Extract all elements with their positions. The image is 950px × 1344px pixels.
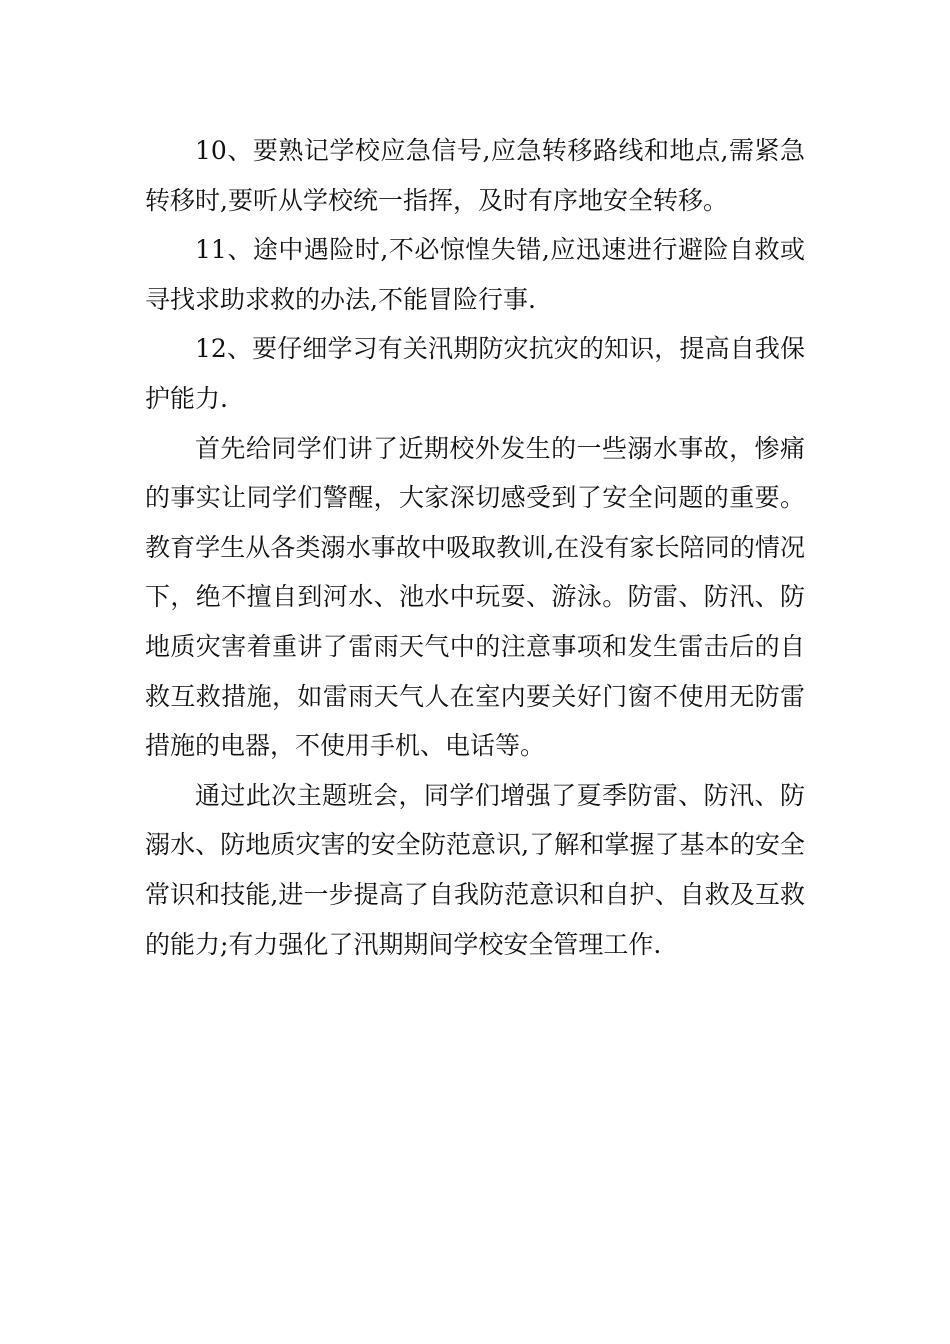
paragraph-drowning-education: 首先给同学们讲了近期校外发生的一些溺水事故，惨痛的事实让同学们警醒，大家深切感受到了安全问题的重要。教育学生从各类溺水事故中吸取教训,在没有家长陪同的情况下，绝不擅自到河水、池水中玩耍、游泳。防雷、防汛、防地质灾害着重讲了雷雨天气中的注意事项和发生雷击后的自救互救措施，如雷雨天气人在室内要关好门窗不使用无防雷措施的电器，不使用手机、电话等。	[145, 433, 805, 761]
paragraph-item-10: 10、要熟记学校应急信号,应急转移路线和地点,需紧急转移时,要听从学校统一指挥，及时有序地安全转移。	[145, 136, 805, 215]
paragraph-conclusion: 通过此次主题班会，同学们增强了夏季防雷、防汛、防溺水、防地质灾害的安全防范意识,了解和掌握了基本的安全常识和技能,进一步提高了自我防范意识和自护、自救及互救的能力;有力强化了汛期期间学校安全管理工作.	[145, 780, 805, 959]
paragraph-item-11: 11、途中遇险时,不必惊惶失错,应迅速进行避险自救或寻找求助求救的办法,不能冒险行事.	[145, 235, 805, 314]
document-body	[145, 126, 805, 969]
paragraph-item-12: 12、要仔细学习有关汛期防灾抗灾的知识，提高自我保护能力.	[145, 334, 805, 413]
